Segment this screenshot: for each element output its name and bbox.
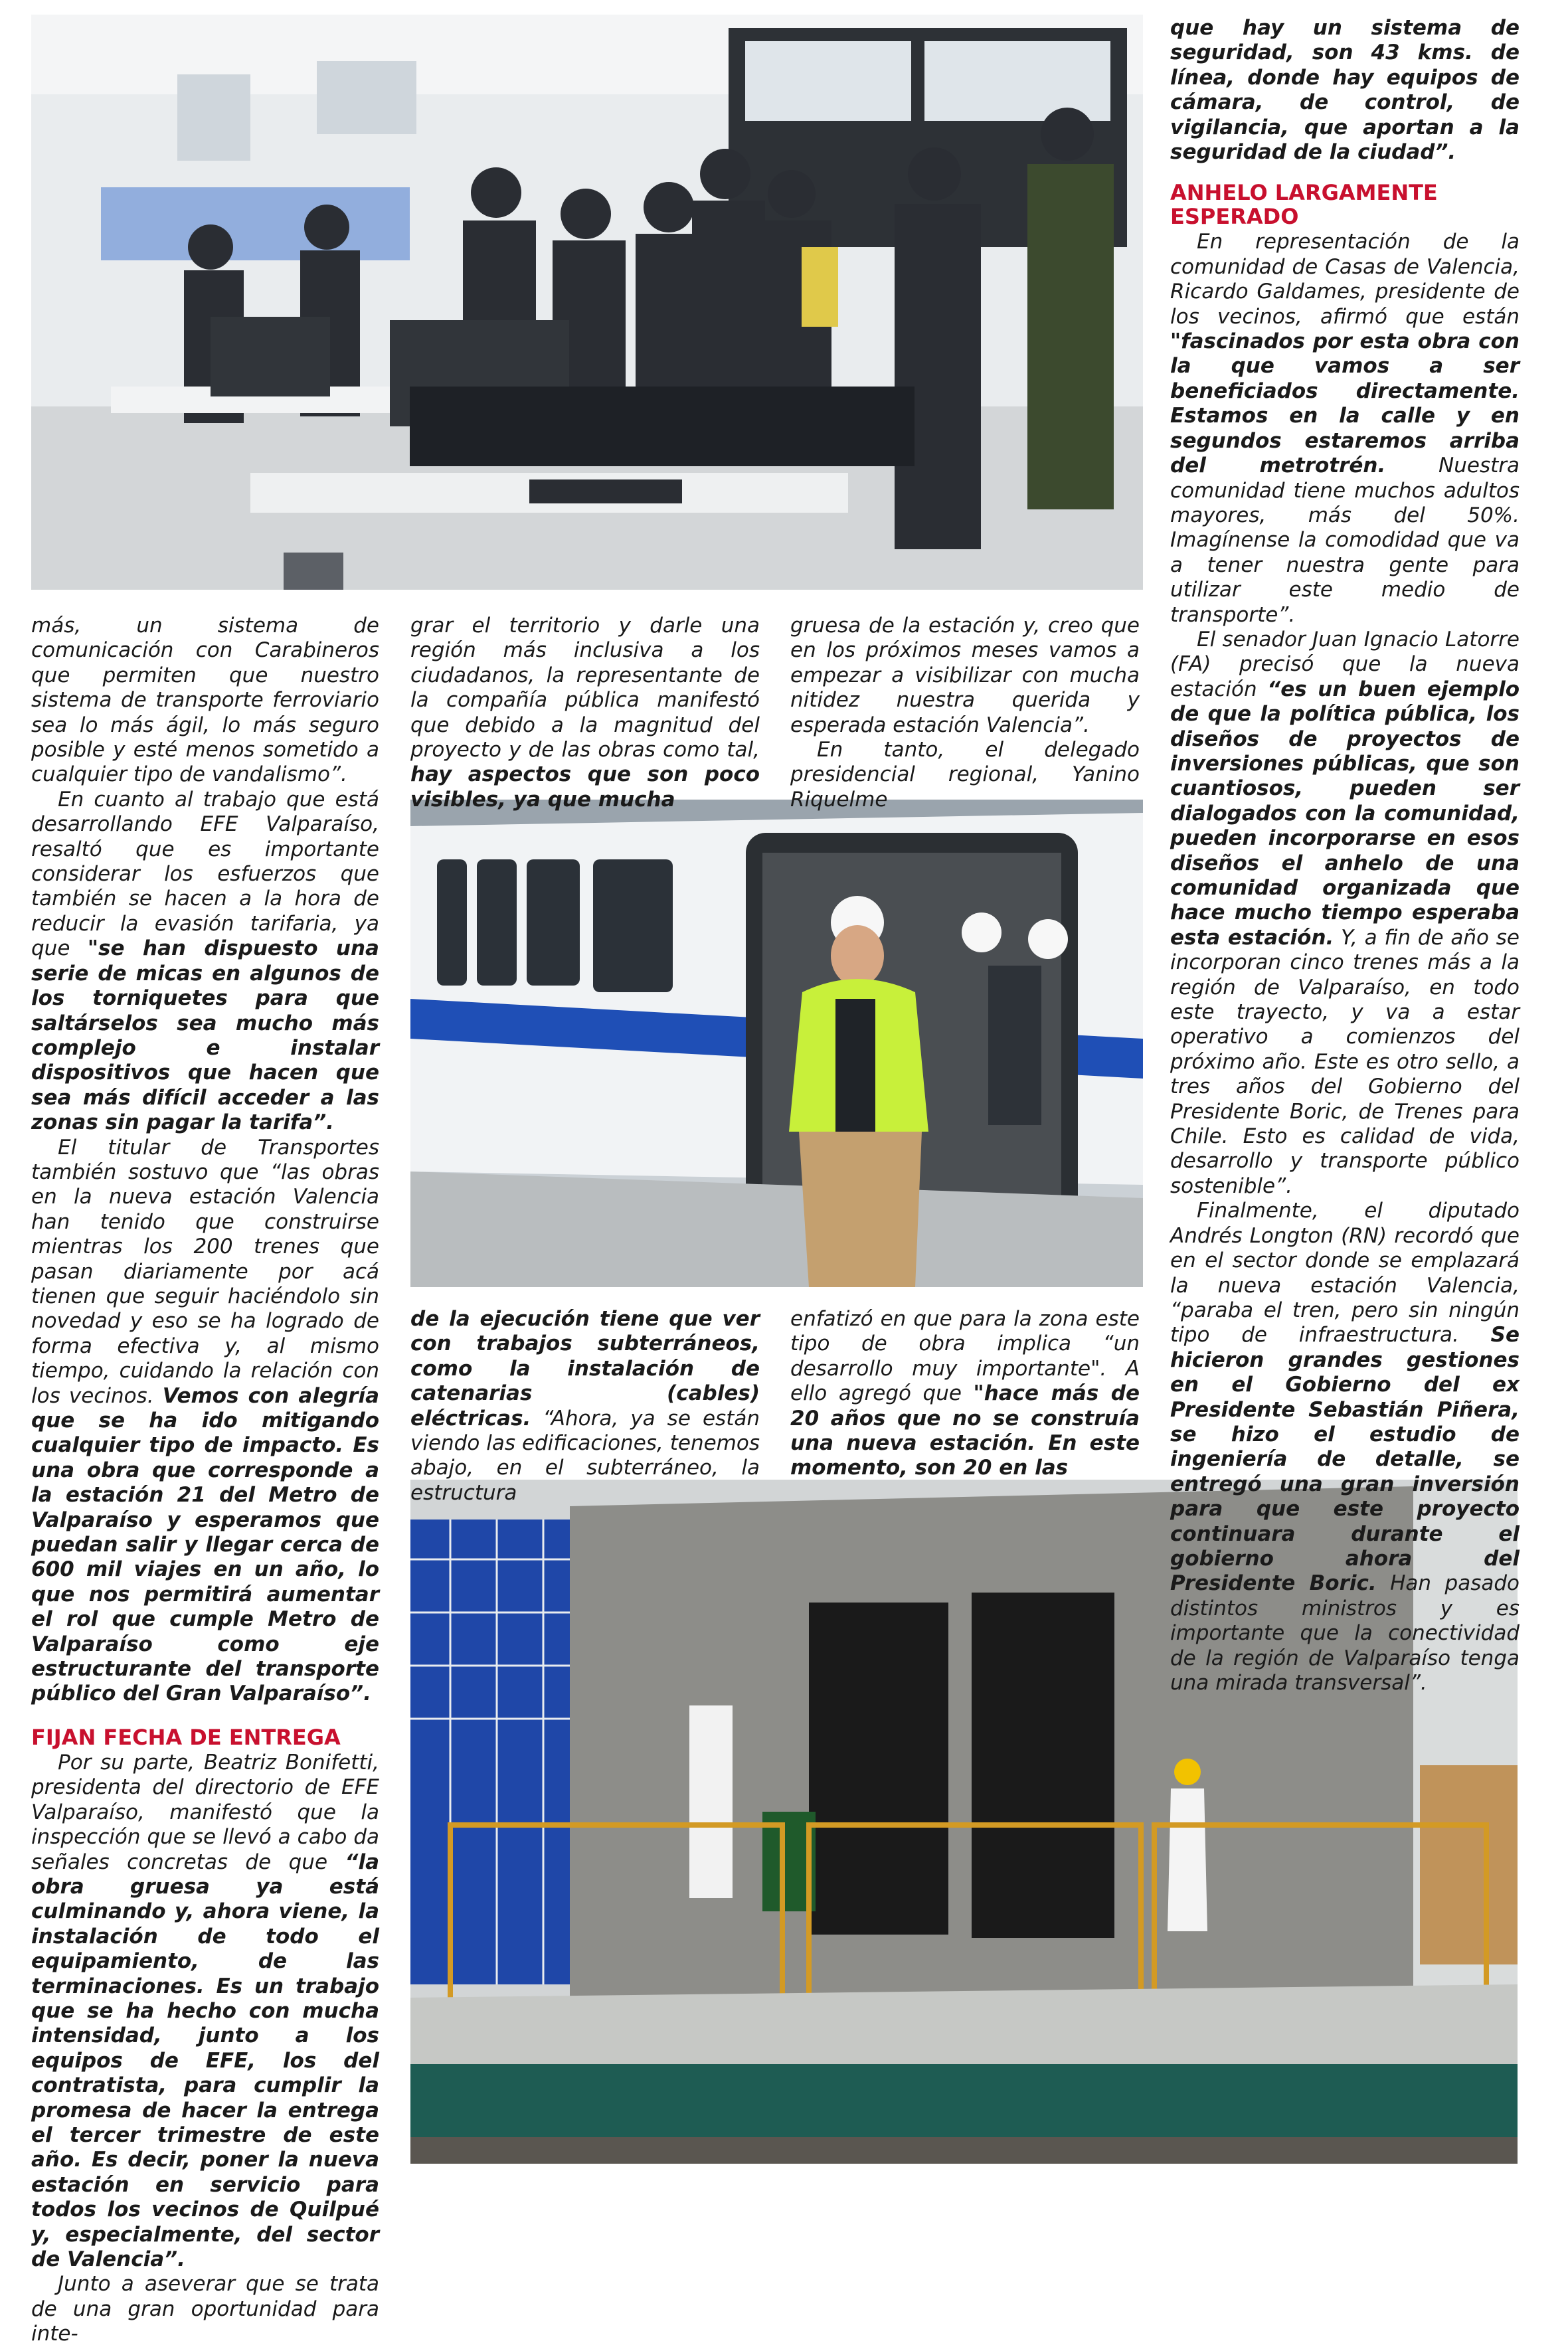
col1-paragraph-5: Junto a aseverar que se trata de una gran oportunidad para inte-: [31, 2272, 379, 2346]
column-3-bottom: [790, 1307, 1140, 1481]
col1-p4-text: Por su parte, Beatriz Bonifetti, presidenta del directorio de EFE Valparaíso, manifestó que la inspección que se llevó a cabo da señales concretas de que: [31, 1750, 379, 1874]
column-2-top: [410, 614, 760, 812]
col3-p3-bold: "hace más de 20 años que no se construía una nueva estación. En este momento, son 20 en las: [790, 1381, 1140, 1480]
col4-p2-text-2: Nuestra comunidad tiene muchos adultos mayores, más del 50%. Imagínense la comodidad que va a tener nuestra gente para utilizar este medio de transporte”.: [1170, 454, 1520, 627]
col4-p3-text-2: Y, a fin de año se incorporan cinco trenes más a la región de Valparaíso, en todo este trayecto, y va a estar operativo a comienzos del próximo año. Este es otro sello, a tres años del Gobierno del Presidente Boric, de Trenes para Chile. Esto es calidad de vida, desarrollo y transporte público sostenible”.: [1170, 925, 1520, 1198]
column-2-bottom: [410, 1307, 760, 1506]
train-illustration: [410, 800, 1143, 1287]
col4-p4-text-2: Han pasado distintos ministros y es importante que la conectividad de la región de Valparaíso tenga una mirada transversal”.: [1170, 1571, 1520, 1695]
col3-paragraph-1: gruesa de la estación y, creo que en los próximos meses vamos a empezar a visibilizar con mucha nitidez nuestra querida y esperada estación Valencia”.: [790, 614, 1140, 737]
control-room-illustration: [31, 15, 1143, 590]
col1-paragraph-2: [31, 788, 379, 1136]
col4-paragraph-1: [1170, 16, 1520, 165]
col1-paragraph-4: [31, 1751, 379, 2273]
col4-p3-text: El senador Juan Ignacio Latorre (FA) precisó que la nueva estación: [1170, 627, 1520, 701]
col4-paragraph-3: [1170, 628, 1520, 1199]
col1-p3-text: El titular de Transportes también sostuvo que “las obras en la nueva estación Valencia han tenido que construirse mientras los 200 trenes que pasan diariamente por acá tienen que seguir haciéndolo sin novedad y eso se ha logrado de forma efectiva y, al mismo tiempo, cuidando la relación con los vecinos.: [31, 1135, 379, 1408]
col4-p4-text: Finalmente, el diputado Andrés Longton (RN) recordó que en el sector donde se emplazará la nueva estación Valencia, “paraba el tren, pero sin ningún tipo de infraestructura.: [1170, 1199, 1520, 1347]
col1-p2-bold: "se han dispuesto una serie de micas en algunos de los torniquetes para que saltárselos sea mucho más complejo e instalar dispositivos que hacen que sea más difícil acceder a las zonas sin pagar la tarifa”.: [31, 936, 379, 1135]
col3-p3-text: enfatizó en que para la zona este tipo de obra implica “un desarrollo muy importante". A ello agregó que: [790, 1307, 1140, 1406]
col3-paragraph-2: En tanto, el delegado presidencial regional, Yanino Riquelme: [790, 738, 1140, 812]
col4-paragraph-4: [1170, 1199, 1520, 1695]
col2-p2-bold: de la ejecución tiene que ver con trabajos subterráneos, como la instalación de catenarias (cables) eléctricas.: [410, 1307, 760, 1431]
column-3-top: [790, 614, 1140, 812]
col1-p3-bold: Vemos con alegría que se ha ido mitigando cualquier tipo de impacto. Es una obra que corresponde a la estación 21 del Metro de Valparaíso y esperamos que puedan salir y llegar cerca de 600 mil viajes en un año, lo que nos permitirá aumentar el rol que cumple Metro de Valparaíso como eje estructurante del transporte público del Gran Valparaíso”.: [31, 1383, 379, 1706]
col4-subheading: ANHELO LARGAMENTE ESPERADO: [1170, 180, 1438, 230]
col1-paragraph-1: más, un sistema de comunicación con Carabineros que permiten que nuestro sistema de transporte ferroviario sea lo más ágil, lo más seguro posible y esté menos sometido a cualquier tipo de vandalismo”.: [31, 614, 379, 787]
col2-p1-text: grar el territorio y darle una región más inclusiva a los ciudadanos, la representante de la compañía pública manifestó que debido a la magnitud del proyecto y de las obras como tal,: [410, 614, 760, 762]
col1-p2-text: En cuanto al trabajo que está desarrollando EFE Valparaíso, resaltó que es importante considerar los esfuerzos que también se hacen a la hora de reducir la evasión tarifaria, ya que: [31, 787, 379, 961]
col2-p1-bold: hay aspectos que son poco visibles, ya que mucha: [410, 762, 760, 812]
col1-p4-bold: “la obra gruesa ya está culminando y, ahora viene, la instalación de todo el equipamiento, de las terminaciones. Es un trabajo que se ha hecho con mucha intensidad, junto a los equipos de EFE, los del contratista, para cumplir la promesa de hacer la entrega el tercer trimestre de este año. Es decir, poner la nueva estación en servicio para todos los vecinos de Quilpué y, especialmente, del sector de Valencia”.: [31, 1850, 379, 2271]
col3-paragraph-3: [790, 1307, 1140, 1481]
col4-p2-text: En representación de la comunidad de Casas de Valencia, Ricardo Galdames, presidente de los vecinos, afirmó que están: [1170, 230, 1520, 329]
column-4: [1170, 16, 1520, 1695]
col1-subheading: FIJAN FECHA DE ENTREGA: [31, 1724, 341, 1750]
col4-p2-bold: "fascinados por esta obra con la que vamos a ser beneficiados directamente. Estamos en la calle y en segundos estaremos arriba del metrotrén.: [1170, 329, 1520, 478]
col2-paragraph-1: [410, 614, 760, 812]
col4-p3-bold: “es un buen ejemplo de que la política pública, los diseños de proyectos de inversiones públicas, que son cuantiosos, pueden ser dialogados con la comunidad, pueden incorporarse en esos diseños el anhelo de una comunidad organizada que hace mucho tiempo esperaba esta estación.: [1170, 677, 1520, 950]
col4-p1-bold: que hay un sistema de seguridad, son 43 kms. de línea, donde hay equipos de cámara, de control, de vigilancia, que aportan a la seguridad de la ciudad”.: [1170, 16, 1520, 165]
photo-control-room: [31, 15, 1143, 590]
column-1: [31, 614, 379, 2347]
col4-p4-bold: Se hicieron grandes gestiones en el Gobierno del ex Presidente Sebastián Piñera, se hizo el estudio de ingeniería de detalle, se entregó una gran inversión para que este proyecto continuara durante el gobierno ahora del Presidente Boric.: [1170, 1323, 1520, 1596]
col1-paragraph-3: [31, 1136, 379, 1707]
col4-paragraph-2: [1170, 230, 1520, 628]
col2-p2-text: “Ahora, ya se están viendo las edificaciones, tenemos abajo, en el subterráneo, la estructura: [410, 1406, 760, 1505]
photo-train: [410, 800, 1143, 1287]
col2-paragraph-2: [410, 1307, 760, 1506]
